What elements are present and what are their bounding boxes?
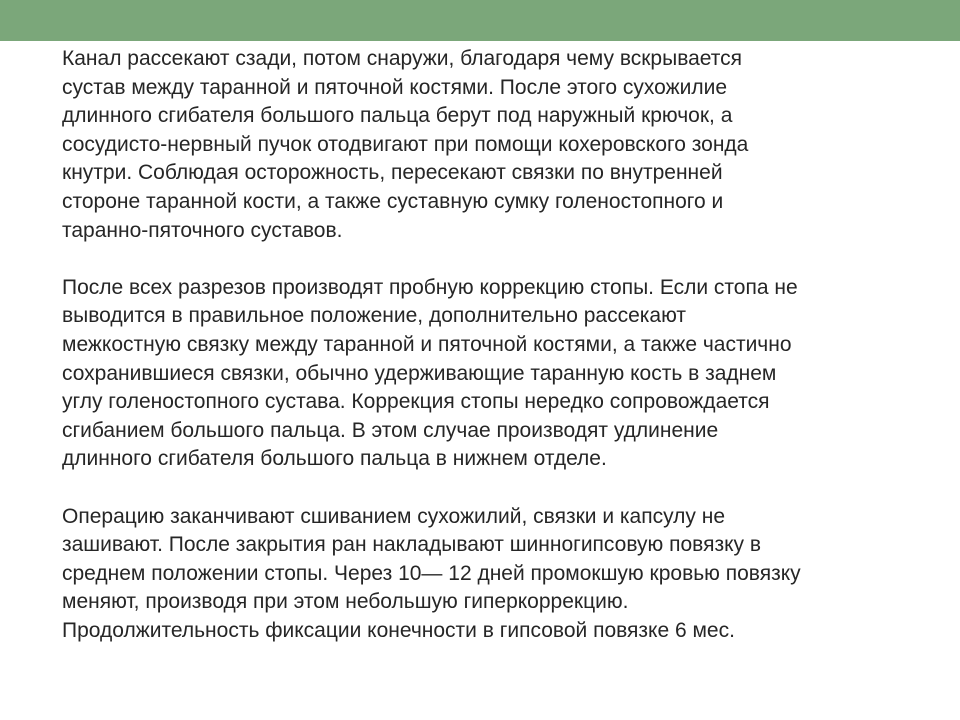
paragraph-1 [62,45,922,245]
paragraph-3 [62,503,922,646]
text-line: длинного сгибателя большого пальца берут под наружный крючок, а [62,104,733,128]
text-line: сустав между таранной и пяточной костями. После этого сухожилие [62,75,728,99]
text-line: стороне таранной кости, а также суставную сумку голеностопного и [62,189,724,213]
text-line: таранно-пяточного суставов. [62,218,343,242]
text-line: Продолжительность фиксации конечности в гипсовой повязке 6 мес. [62,618,735,642]
text-line: сгибанием большого пальца. В этом случае производят удлинение [62,418,719,442]
text-line: Операцию заканчивают сшиванием сухожилий, связки и капсулу не [62,504,725,528]
text-line: углу голеностопного сустава. Коррекция стопы нередко сопровождается [62,390,770,414]
paragraph-2 [62,274,922,474]
text-line: сосудисто-нервный пучок отодвигают при помощи кохеровского зонда [62,132,749,156]
text-line: меняют, производя при этом небольшую гиперкоррекцию. [62,590,629,614]
text-line: После всех разрезов производят пробную коррекцию стопы. Если стопа не [62,275,798,299]
text-line: Канал рассекают сзади, потом снаружи, благодаря чему вскрывается [62,47,743,70]
text-line: зашивают. После закрытия ран накладывают шинногипсовую повязку в [62,533,761,557]
text-line: межкостную связку между таранной и пяточной костями, а также частично [62,332,792,356]
slide-body-text [62,45,922,645]
text-line: сохранившиеся связки, обычно удерживающие таранную кость в заднем [62,361,777,385]
text-line: кнутри. Соблюдая осторожность, пересекают связки по внутренней [62,161,723,185]
text-line: выводится в правильное положение, дополнительно рассекают [62,304,687,328]
text-line: среднем положении стопы. Через 10— 12 дней промокшую кровью повязку [62,561,801,585]
header-bar [0,0,960,41]
text-line: длинного сгибателя большого пальца в нижнем отделе. [62,447,607,471]
